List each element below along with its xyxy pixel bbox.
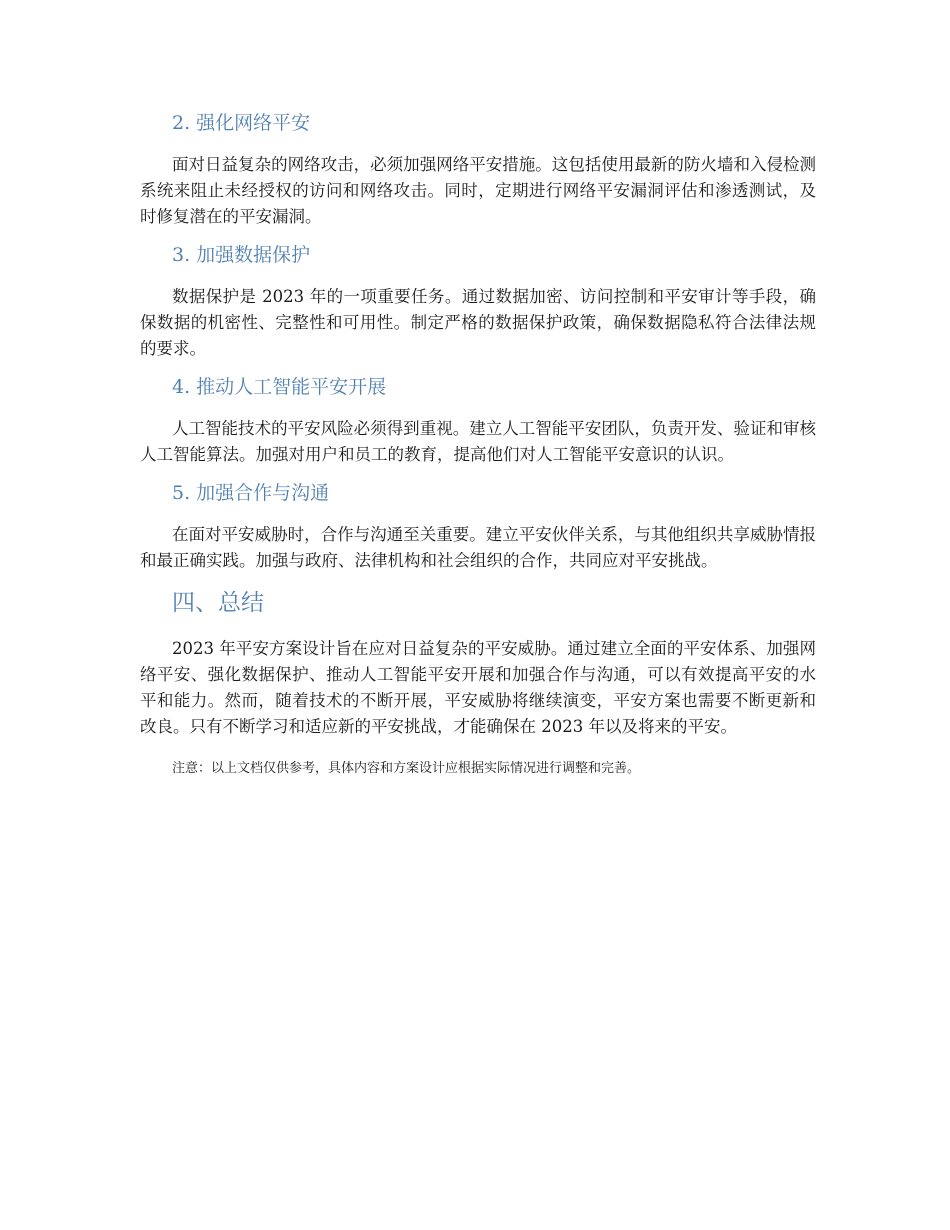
section-heading-cooperation: 5. 加强合作与沟通 <box>172 482 330 504</box>
document-content <box>140 104 816 780</box>
summary-heading: 四、总结 <box>172 590 264 616</box>
summary-body: 2023 年平安方案设计旨在应对日益复杂的平安威胁。通过建立全面的平安体系、加强网络平安、强化数据保护、推动人工智能平安开展和加强合作与沟通，可以有效提高平安的水平和能力。然而，随着技术的不断开展，平安威胁将继续演变，平安方案也需要不断更新和改良。只有不断学习和适应新的平安挑战，才能确保在 2023 年以及将来的平安。 <box>140 639 816 736</box>
section-body-ai-security: 人工智能技术的平安风险必须得到重视。建立人工智能平安团队，负责开发、验证和审核人工智能算法。加强对用户和员工的教育，提高他们对人工智能平安意识的认识。 <box>140 419 816 464</box>
section-heading-network-security: 2. 强化网络平安 <box>172 112 311 134</box>
section-body-data-protection: 数据保护是 2023 年的一项重要任务。通过数据加密、访问控制和平安审计等手段，确保数据的机密性、完整性和可用性。制定严格的数据保护政策，确保数据隐私符合法律法规的要求。 <box>140 287 816 358</box>
section-body-cooperation: 在面对平安威胁时，合作与沟通至关重要。建立平安伙伴关系，与其他组织共享威胁情报和最正确实践。加强与政府、法律机构和社会组织的合作，共同应对平安挑战。 <box>140 525 816 570</box>
section-heading-ai-security: 4. 推动人工智能平安开展 <box>172 376 387 398</box>
section-body-network-security: 面对日益复杂的网络攻击，必须加强网络平安措施。这包括使用最新的防火墙和入侵检测系统来阻止未经授权的访问和网络攻击。同时，定期进行网络平安漏洞评估和渗透测试，及时修复潜在的平安漏洞。 <box>140 155 816 226</box>
section-heading-data-protection: 3. 加强数据保护 <box>172 244 311 266</box>
footnote: 注意：以上文档仅供参考，具体内容和方案设计应根据实际情况进行调整和完善。 <box>172 761 641 776</box>
